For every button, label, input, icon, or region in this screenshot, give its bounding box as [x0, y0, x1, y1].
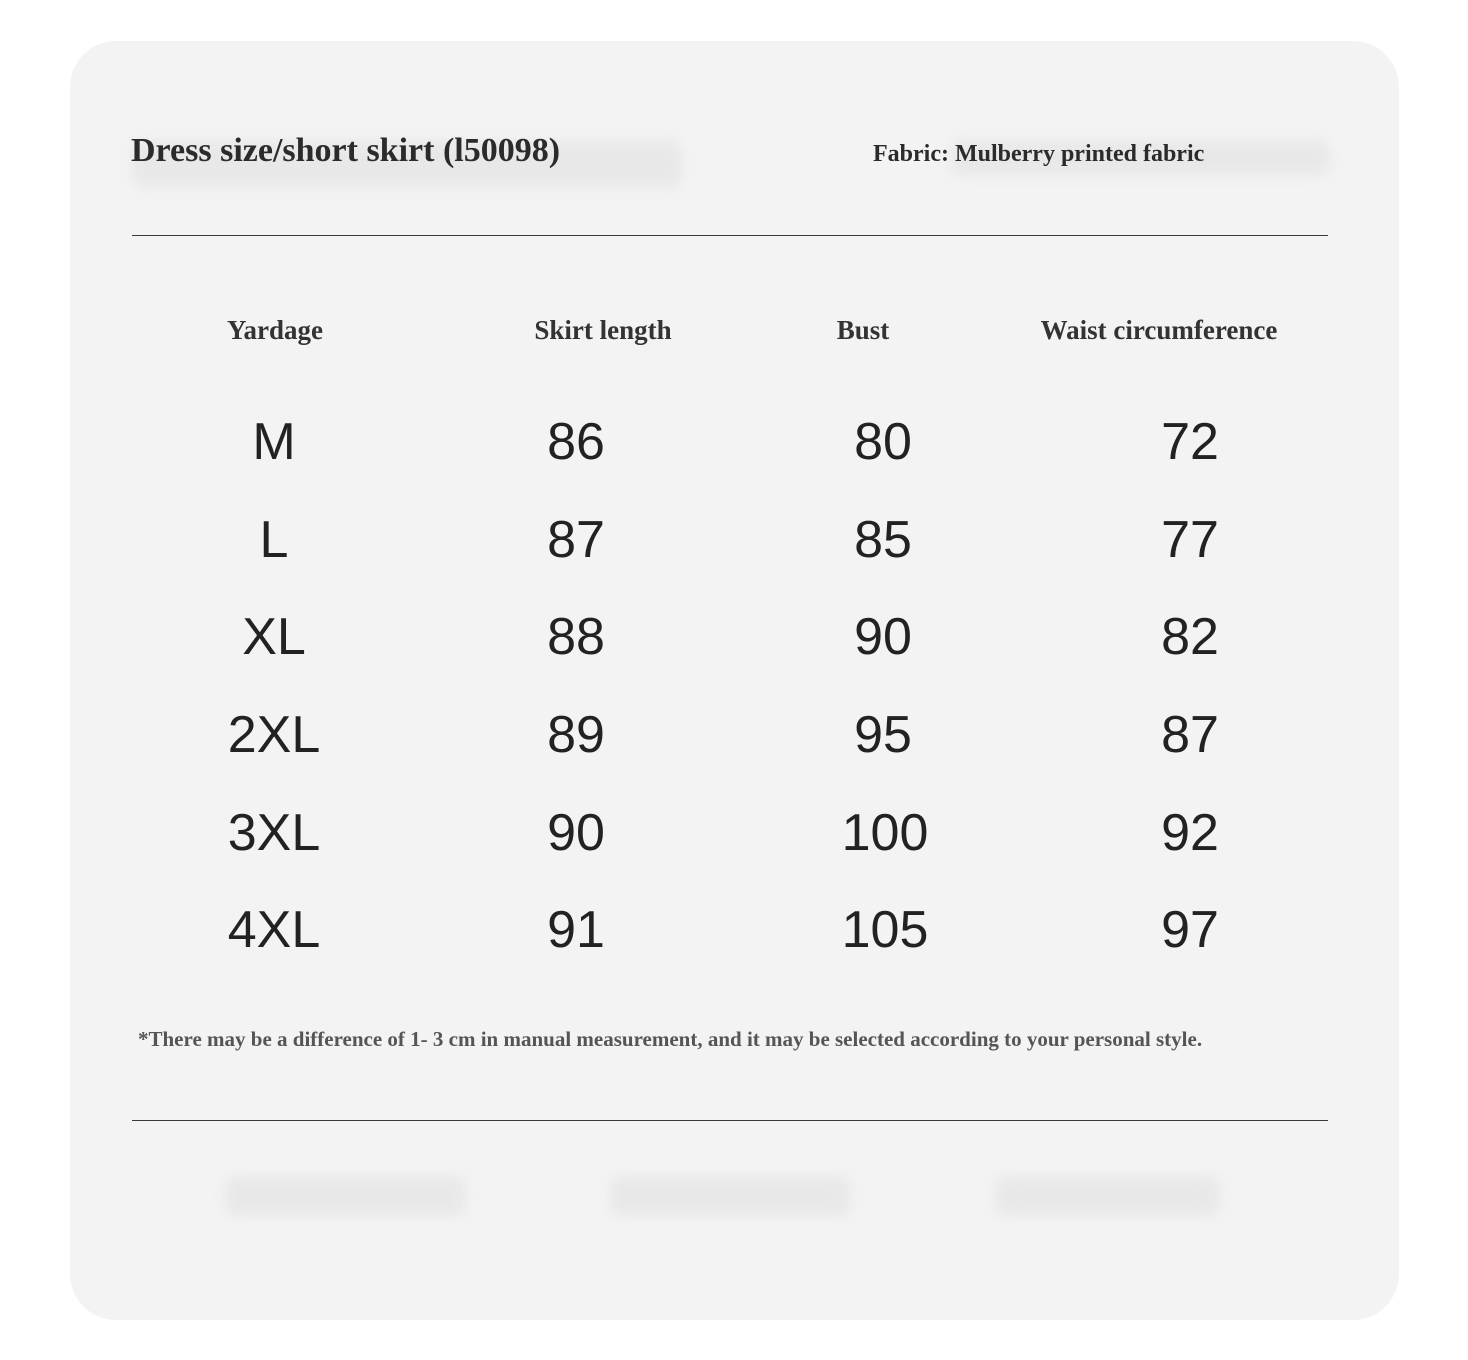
- table-cell-skirt-length: 90: [547, 804, 605, 862]
- table-cell-size: 4XL: [227, 901, 321, 959]
- fabric-label: Fabric: Mulberry printed fabric: [873, 141, 1205, 167]
- blurred-mark: [610, 1176, 850, 1216]
- table-cell-skirt-length: 86: [547, 413, 605, 471]
- table-cell-bust: 100: [841, 804, 929, 862]
- table-cell-size: 2XL: [227, 706, 321, 764]
- table-cell-size: M: [252, 413, 296, 471]
- table-cell-bust: 105: [841, 901, 929, 959]
- table-cell-waist: 72: [1161, 413, 1219, 471]
- page-title: Dress size/short skirt (l50098): [131, 132, 561, 169]
- measurement-note: *There may be a difference of 1- 3 cm in manual measurement, and it may be selected according to your personal style.: [138, 1027, 1203, 1051]
- column-header-yardage: Yardage: [227, 315, 323, 345]
- top-divider: [132, 235, 1328, 236]
- table-cell-skirt-length: 91: [547, 901, 605, 959]
- table-cell-size: 3XL: [227, 804, 321, 862]
- table-cell-bust: 80: [854, 413, 912, 471]
- table-cell-waist: 82: [1161, 608, 1219, 666]
- table-cell-bust: 85: [854, 511, 912, 569]
- table-cell-bust: 90: [854, 608, 912, 666]
- blurred-mark: [225, 1176, 465, 1216]
- table-cell-size: XL: [242, 608, 306, 666]
- table-cell-bust: 95: [854, 706, 912, 764]
- table-cell-skirt-length: 89: [547, 706, 605, 764]
- size-chart-card: [70, 41, 1399, 1320]
- table-cell-waist: 77: [1161, 511, 1219, 569]
- table-cell-waist: 87: [1161, 706, 1219, 764]
- blurred-mark: [995, 1176, 1220, 1216]
- column-header-bust: Bust: [836, 315, 890, 345]
- column-header-waist: Waist circumference: [1040, 315, 1278, 345]
- table-cell-skirt-length: 87: [547, 511, 605, 569]
- table-cell-waist: 97: [1161, 901, 1219, 959]
- bottom-divider: [132, 1120, 1328, 1121]
- column-header-skirt-length: Skirt length: [534, 315, 672, 345]
- table-cell-size: L: [259, 511, 289, 569]
- table-cell-skirt-length: 88: [547, 608, 605, 666]
- table-cell-waist: 92: [1161, 804, 1219, 862]
